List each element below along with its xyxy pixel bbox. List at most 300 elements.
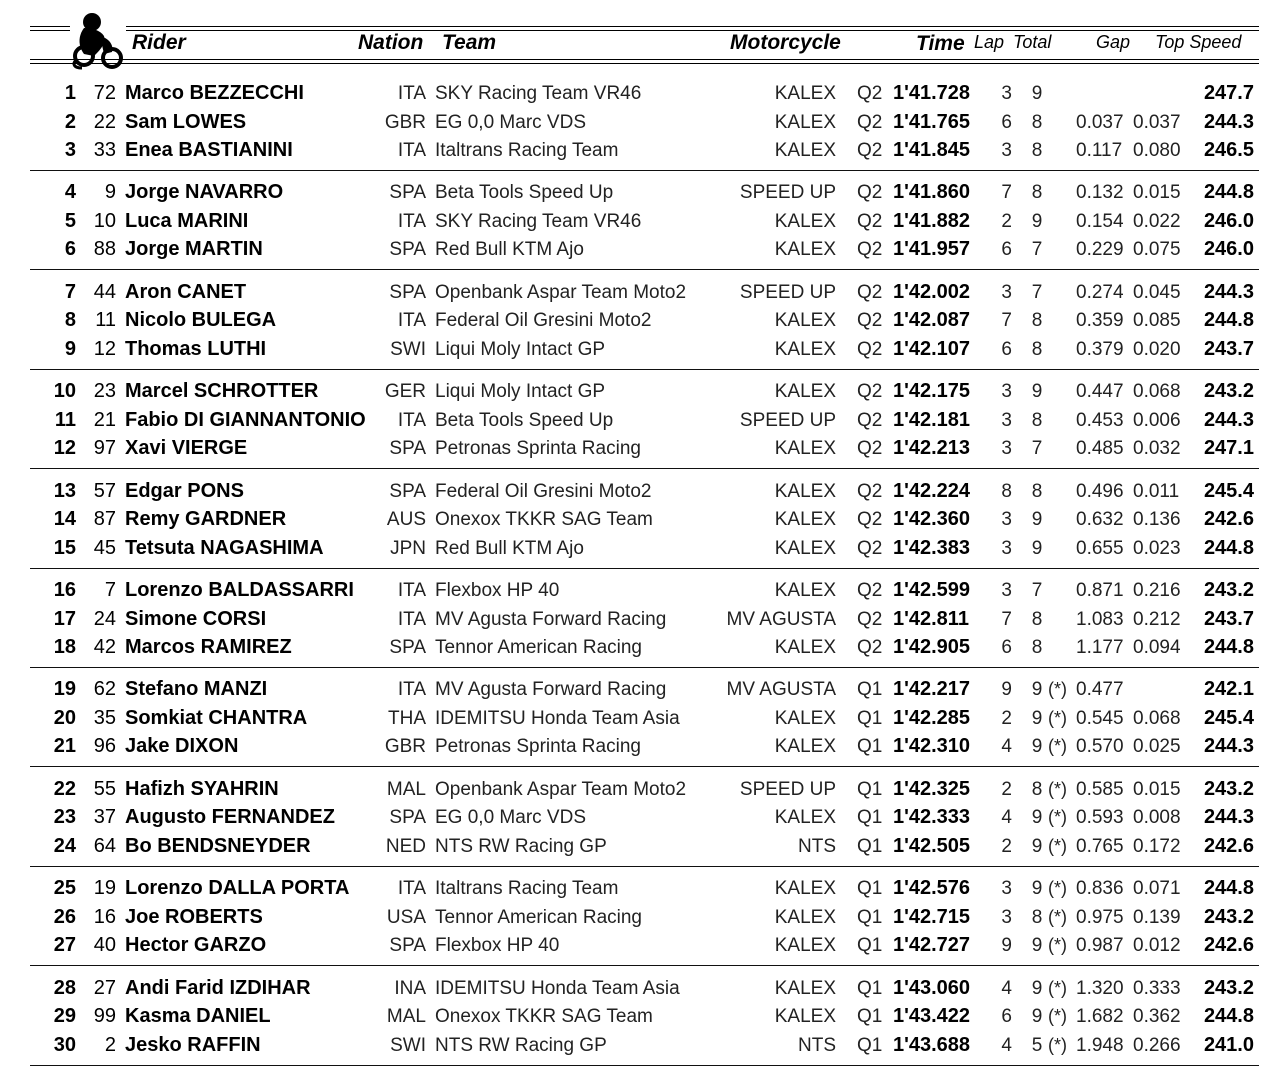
- motorcycle: KALEX: [774, 736, 836, 758]
- group-divider: [30, 468, 1259, 469]
- gap-to-previous: 0.045: [1133, 281, 1181, 303]
- total-laps: 7: [1031, 580, 1043, 601]
- team-name: Petronas Sprinta Racing: [435, 736, 641, 758]
- lap-time: 1'42.360: [893, 508, 971, 531]
- rider-number: 45: [93, 536, 116, 559]
- lap-time: 1'42.333: [893, 806, 971, 829]
- rider-number: 16: [93, 905, 116, 928]
- total-laps: 9: [1031, 83, 1043, 104]
- lap-time: 1'42.107: [893, 337, 971, 360]
- motorcycle: SPEED UP: [739, 281, 836, 303]
- best-lap: 4: [1001, 977, 1012, 999]
- rider-name: Lorenzo DALLA PORTA: [125, 877, 350, 900]
- position: 13: [53, 479, 76, 502]
- lap-time: 1'42.285: [893, 706, 971, 729]
- team-name: Red Bull KTM Ajo: [435, 537, 584, 559]
- header-time: Time: [916, 32, 965, 55]
- rider-name: Jake DIXON: [125, 735, 239, 758]
- total-laps: 9: [1031, 210, 1043, 232]
- total-laps: 5: [1031, 1034, 1043, 1056]
- position: 2: [64, 110, 76, 133]
- position: 9: [64, 337, 76, 360]
- lap-time: 1'43.060: [893, 976, 971, 999]
- team-name: Petronas Sprinta Racing: [435, 438, 641, 460]
- group-divider: [30, 965, 1259, 966]
- flag-note: (*): [1048, 736, 1067, 757]
- nation: MAL: [386, 1006, 426, 1028]
- best-lap: 3: [1001, 83, 1012, 104]
- gap-to-leader: 1.682: [1076, 1006, 1124, 1028]
- top-speed: 244.8: [1203, 181, 1254, 204]
- nation: SWI: [390, 338, 426, 360]
- gap-to-leader: 1.320: [1076, 977, 1124, 999]
- nation: SPA: [389, 807, 426, 829]
- session: Q1: [857, 906, 883, 928]
- rider-number: 57: [93, 479, 116, 502]
- position: 15: [53, 536, 76, 559]
- position: 8: [64, 309, 76, 332]
- best-lap: 3: [1001, 438, 1012, 460]
- gap-to-leader: 1.948: [1076, 1034, 1124, 1056]
- top-speed: 246.0: [1203, 238, 1254, 261]
- motorcycle: SPEED UP: [739, 778, 836, 800]
- position: 4: [64, 181, 76, 204]
- best-lap: 3: [1001, 580, 1012, 601]
- rider-name: Simone CORSI: [125, 607, 267, 630]
- rider-name: Hector GARZO: [125, 934, 267, 957]
- team-name: NTS RW Racing GP: [435, 835, 607, 857]
- gap-to-leader: 0.570: [1076, 736, 1124, 758]
- lap-time: 1'42.002: [893, 280, 971, 303]
- session: Q2: [857, 310, 883, 332]
- session: Q2: [857, 111, 883, 133]
- top-speed: 244.8: [1203, 1005, 1254, 1028]
- motorcycle: KALEX: [774, 906, 836, 928]
- gap-to-leader: 0.447: [1076, 381, 1124, 403]
- position: 3: [64, 139, 76, 161]
- team-name: Federal Oil Gresini Moto2: [435, 480, 652, 502]
- gap-to-previous: 0.216: [1133, 580, 1181, 601]
- nation: SPA: [389, 480, 426, 502]
- gap-to-previous: 0.008: [1133, 807, 1181, 829]
- table-row: [0, 775, 1279, 804]
- motorcycle: KALEX: [774, 381, 836, 403]
- rider-number: 33: [93, 139, 116, 161]
- total-laps: 8: [1031, 608, 1043, 630]
- gap-to-leader: 0.593: [1076, 807, 1124, 829]
- gap-to-leader: 0.496: [1076, 480, 1124, 502]
- flag-note: (*): [1048, 1034, 1067, 1055]
- best-lap: 2: [1001, 778, 1012, 800]
- gap-to-previous: 0.068: [1133, 381, 1181, 403]
- top-speed: 244.3: [1203, 110, 1254, 133]
- session: Q2: [857, 438, 883, 460]
- rider-number: 64: [93, 834, 116, 857]
- gap-to-leader: 0.987: [1076, 935, 1124, 957]
- header-rule-bottom-1: [30, 59, 1259, 60]
- rider-number: 42: [93, 636, 116, 658]
- nation: SPA: [389, 239, 426, 261]
- top-speed: 244.3: [1203, 408, 1254, 431]
- motorcycle: KALEX: [774, 807, 836, 829]
- top-speed: 246.5: [1203, 139, 1254, 161]
- motorcycle: KALEX: [774, 509, 836, 531]
- table-row: [0, 335, 1279, 364]
- best-lap: 8: [1001, 480, 1012, 502]
- lap-time: 1'41.957: [893, 238, 971, 261]
- motorcycle: KALEX: [774, 1006, 836, 1028]
- gap-to-leader: 0.765: [1076, 835, 1124, 857]
- position: 28: [53, 976, 76, 999]
- team-name: Openbank Aspar Team Moto2: [435, 778, 687, 800]
- top-speed: 244.3: [1203, 735, 1254, 758]
- rider-name: Augusto FERNANDEZ: [125, 806, 335, 829]
- position: 16: [53, 579, 76, 601]
- gap-to-leader: 0.132: [1076, 182, 1124, 204]
- top-speed: 244.3: [1203, 806, 1254, 829]
- header-gap: Gap: [1096, 32, 1131, 52]
- total-laps: 9: [1031, 509, 1043, 531]
- session: Q1: [857, 977, 883, 999]
- gap-to-leader: 0.379: [1076, 338, 1124, 360]
- total-laps: 7: [1031, 281, 1043, 303]
- session: Q2: [857, 637, 883, 658]
- gap-to-previous: 0.139: [1133, 906, 1181, 928]
- rider-number: 23: [93, 380, 116, 403]
- header-rider: Rider: [132, 31, 186, 54]
- rider-number: 19: [93, 877, 116, 900]
- rider-name: Luca MARINI: [125, 209, 249, 232]
- lap-time: 1'41.860: [893, 181, 971, 204]
- best-lap: 9: [1001, 935, 1012, 957]
- nation: GBR: [384, 111, 426, 133]
- table-row: [0, 633, 1279, 662]
- nation: GBR: [384, 736, 426, 758]
- best-lap: 6: [1001, 239, 1012, 261]
- best-lap: 3: [1001, 906, 1012, 928]
- lap-time: 1'42.576: [893, 877, 971, 900]
- motorcycle: SPEED UP: [739, 409, 836, 431]
- rider-number: 2: [104, 1033, 116, 1056]
- rider-number: 11: [95, 309, 116, 332]
- best-lap: 7: [1001, 608, 1012, 630]
- table-row: [0, 278, 1279, 307]
- best-lap: 3: [1001, 878, 1012, 900]
- rider-name: Sam LOWES: [125, 110, 247, 133]
- gap-to-previous: 0.025: [1133, 736, 1181, 758]
- top-speed: 245.4: [1203, 479, 1254, 502]
- rider-number: 40: [93, 934, 116, 957]
- position: 17: [53, 607, 76, 630]
- best-lap: 2: [1001, 835, 1012, 857]
- table-row: [0, 79, 1279, 108]
- table-row: [0, 534, 1279, 563]
- session: Q1: [857, 807, 883, 829]
- total-laps: 8: [1031, 480, 1043, 502]
- lap-time: 1'42.181: [893, 408, 971, 431]
- rider-name: Nicolo BULEGA: [125, 309, 277, 332]
- nation: ITA: [397, 310, 426, 332]
- team-name: NTS RW Racing GP: [435, 1034, 607, 1056]
- session: Q2: [857, 537, 883, 559]
- lap-time: 1'42.383: [893, 536, 971, 559]
- rider-name: Bo BENDSNEYDER: [125, 834, 311, 857]
- lap-time: 1'42.087: [893, 309, 971, 332]
- flag-note: (*): [1048, 778, 1067, 799]
- motorcycle: KALEX: [774, 239, 836, 261]
- lap-time: 1'42.224: [893, 479, 971, 502]
- nation: SWI: [390, 1034, 426, 1056]
- nation: JPN: [390, 537, 426, 559]
- team-name: MV Agusta Forward Racing: [435, 608, 667, 630]
- top-speed: 243.2: [1203, 976, 1254, 999]
- gap-to-previous: 0.136: [1133, 509, 1181, 531]
- position: 29: [53, 1005, 76, 1028]
- motorcycle: KALEX: [774, 83, 836, 104]
- rider-number: 27: [93, 976, 116, 999]
- session: Q1: [857, 878, 883, 900]
- total-laps: 9: [1031, 977, 1043, 999]
- position: 14: [53, 508, 76, 531]
- nation: SPA: [389, 182, 426, 204]
- rider-number: 21: [93, 408, 116, 431]
- team-name: Red Bull KTM Ajo: [435, 239, 584, 261]
- rider-name: Joe ROBERTS: [125, 905, 263, 928]
- session: Q2: [857, 239, 883, 261]
- rider-number: 99: [93, 1005, 116, 1028]
- session: Q2: [857, 580, 883, 601]
- table-row: [0, 1002, 1279, 1031]
- total-laps: 9: [1031, 807, 1043, 829]
- gap-to-leader: 0.477: [1076, 679, 1124, 701]
- total-laps: 8: [1031, 778, 1043, 800]
- lap-time: 1'42.175: [893, 380, 971, 403]
- top-speed: 243.2: [1203, 777, 1254, 800]
- nation: ITA: [397, 210, 426, 232]
- team-name: EG 0,0 Marc VDS: [435, 807, 586, 829]
- total-laps: 7: [1031, 239, 1043, 261]
- top-speed: 242.6: [1203, 508, 1254, 531]
- table-row: [0, 136, 1279, 165]
- team-name: Tennor American Racing: [435, 637, 642, 658]
- position: 5: [64, 209, 76, 232]
- team-name: EG 0,0 Marc VDS: [435, 111, 586, 133]
- lap-time: 1'42.727: [893, 934, 971, 957]
- lap-time: 1'43.688: [893, 1033, 971, 1056]
- gap-to-previous: 0.032: [1133, 438, 1181, 460]
- rider-name: Jesko RAFFIN: [125, 1033, 261, 1056]
- lap-time: 1'42.325: [893, 777, 971, 800]
- gap-to-previous: 0.362: [1133, 1006, 1181, 1028]
- table-row: [0, 108, 1279, 137]
- total-laps: 9: [1031, 381, 1043, 403]
- group-divider: [30, 269, 1259, 270]
- nation: ITA: [397, 409, 426, 431]
- best-lap: 7: [1001, 310, 1012, 332]
- group-divider: [30, 369, 1259, 370]
- session: Q1: [857, 935, 883, 957]
- motorcycle-rider-icon: [70, 10, 126, 70]
- gap-to-leader: 1.177: [1076, 637, 1124, 658]
- nation: AUS: [386, 509, 426, 531]
- motorcycle: KALEX: [774, 878, 836, 900]
- session: Q2: [857, 409, 883, 431]
- motorcycle: KALEX: [774, 637, 836, 658]
- nation: ITA: [397, 878, 426, 900]
- nation: SPA: [389, 438, 426, 460]
- best-lap: 6: [1001, 637, 1012, 658]
- table-row: [0, 178, 1279, 207]
- header-total: Total: [1013, 32, 1052, 52]
- gap-to-leader: 0.229: [1076, 239, 1124, 261]
- gap-to-leader: 0.154: [1076, 210, 1124, 232]
- position: 11: [54, 408, 76, 431]
- rider-name: Enea BASTIANINI: [125, 139, 293, 161]
- total-laps: 8: [1031, 906, 1043, 928]
- best-lap: 2: [1001, 707, 1012, 729]
- motorcycle: KALEX: [774, 977, 836, 999]
- position: 6: [64, 238, 76, 261]
- lap-time: 1'42.217: [893, 678, 971, 701]
- gap-to-leader: 0.632: [1076, 509, 1124, 531]
- best-lap: 4: [1001, 736, 1012, 758]
- gap-to-previous: 0.015: [1133, 778, 1181, 800]
- position: 19: [53, 678, 76, 701]
- top-speed: 243.7: [1203, 337, 1254, 360]
- position: 27: [53, 934, 76, 957]
- gap-to-previous: 0.023: [1133, 537, 1181, 559]
- team-name: Italtrans Racing Team: [435, 140, 619, 161]
- table-row: [0, 576, 1279, 605]
- lap-time: 1'42.213: [893, 437, 971, 460]
- header-rule-top-1: [30, 26, 1259, 27]
- best-lap: 2: [1001, 210, 1012, 232]
- lap-time: 1'41.728: [893, 82, 971, 104]
- gap-to-previous: 0.266: [1133, 1034, 1181, 1056]
- session: Q1: [857, 679, 883, 701]
- gap-to-previous: 0.172: [1133, 835, 1181, 857]
- group-divider: [30, 667, 1259, 668]
- top-speed: 244.8: [1203, 309, 1254, 332]
- table-row: [0, 832, 1279, 861]
- motorcycle: KALEX: [774, 210, 836, 232]
- team-name: IDEMITSU Honda Team Asia: [435, 707, 680, 729]
- header-nation: Nation: [358, 31, 424, 54]
- rider-number: 22: [93, 110, 116, 133]
- motorcycle: SPEED UP: [739, 182, 836, 204]
- best-lap: 3: [1001, 381, 1012, 403]
- flag-note: (*): [1048, 679, 1067, 700]
- total-laps: 9: [1031, 679, 1043, 701]
- lap-time: 1'41.845: [893, 139, 971, 161]
- total-laps: 8: [1031, 637, 1043, 658]
- gap-to-previous: 0.075: [1133, 239, 1181, 261]
- nation: ITA: [397, 83, 426, 104]
- best-lap: 4: [1001, 807, 1012, 829]
- rider-name: Tetsuta NAGASHIMA: [125, 536, 324, 559]
- table-row: [0, 406, 1279, 435]
- total-laps: 8: [1031, 111, 1043, 133]
- top-speed: 246.0: [1203, 209, 1254, 232]
- flag-note: (*): [1048, 807, 1067, 828]
- total-laps: 8: [1031, 182, 1043, 204]
- total-laps: 9: [1031, 736, 1043, 758]
- nation: SPA: [389, 281, 426, 303]
- position: 24: [53, 834, 76, 857]
- table-row: [0, 974, 1279, 1003]
- gap-to-previous: 0.037: [1133, 111, 1181, 133]
- rider-number: 55: [93, 777, 116, 800]
- position: 23: [53, 806, 76, 829]
- top-speed: 244.8: [1203, 636, 1254, 658]
- total-laps: 9: [1031, 1006, 1043, 1028]
- gap-to-previous: 0.020: [1133, 338, 1181, 360]
- lap-time: 1'42.905: [893, 636, 971, 658]
- total-laps: 9: [1031, 878, 1043, 900]
- table-row: [0, 903, 1279, 932]
- position: 25: [53, 877, 76, 900]
- gap-to-previous: 0.212: [1133, 608, 1181, 630]
- gap-to-leader: 1.083: [1076, 608, 1124, 630]
- flag-note: (*): [1048, 906, 1067, 927]
- rider-number: 97: [93, 437, 116, 460]
- gap-to-leader: 0.485: [1076, 438, 1124, 460]
- top-speed: 243.7: [1203, 607, 1254, 630]
- gap-to-previous: 0.012: [1133, 935, 1181, 957]
- best-lap: 3: [1001, 409, 1012, 431]
- gap-to-leader: 0.117: [1076, 140, 1123, 161]
- gap-to-leader: 0.836: [1076, 878, 1124, 900]
- session: Q2: [857, 140, 883, 161]
- table-row: [0, 1031, 1279, 1060]
- table-row: [0, 874, 1279, 903]
- rider-number: 9: [104, 181, 116, 204]
- nation: GER: [384, 381, 426, 403]
- best-lap: 3: [1001, 509, 1012, 531]
- rider-name: Jorge NAVARRO: [125, 181, 284, 204]
- nation: THA: [388, 707, 426, 729]
- motorcycle: KALEX: [774, 537, 836, 559]
- table-row: [0, 675, 1279, 704]
- team-name: Openbank Aspar Team Moto2: [435, 281, 687, 303]
- position: 30: [53, 1033, 76, 1056]
- header-team: Team: [442, 31, 497, 54]
- group-divider: [30, 1065, 1259, 1066]
- rider-name: Remy GARDNER: [125, 508, 287, 531]
- position: 18: [53, 636, 76, 658]
- gap-to-previous: 0.080: [1133, 140, 1181, 161]
- total-laps: 9: [1031, 707, 1043, 729]
- top-speed: 244.8: [1203, 877, 1254, 900]
- session: Q2: [857, 83, 883, 104]
- table-row: [0, 704, 1279, 733]
- session: Q2: [857, 480, 883, 502]
- gap-to-leader: 0.359: [1076, 310, 1124, 332]
- best-lap: 4: [1001, 1034, 1012, 1056]
- top-speed: 243.2: [1203, 380, 1254, 403]
- gap-to-leader: 0.037: [1076, 111, 1124, 133]
- header-motorcycle: Motorcycle: [730, 31, 841, 54]
- team-name: Onexox TKKR SAG Team: [435, 1006, 653, 1028]
- group-divider: [30, 568, 1259, 569]
- flag-note: (*): [1048, 977, 1067, 998]
- lap-time: 1'42.599: [893, 579, 971, 601]
- flag-note: (*): [1048, 707, 1067, 728]
- total-laps: 8: [1031, 140, 1043, 161]
- gap-to-previous: 0.085: [1133, 310, 1181, 332]
- session: Q1: [857, 778, 883, 800]
- session: Q2: [857, 509, 883, 531]
